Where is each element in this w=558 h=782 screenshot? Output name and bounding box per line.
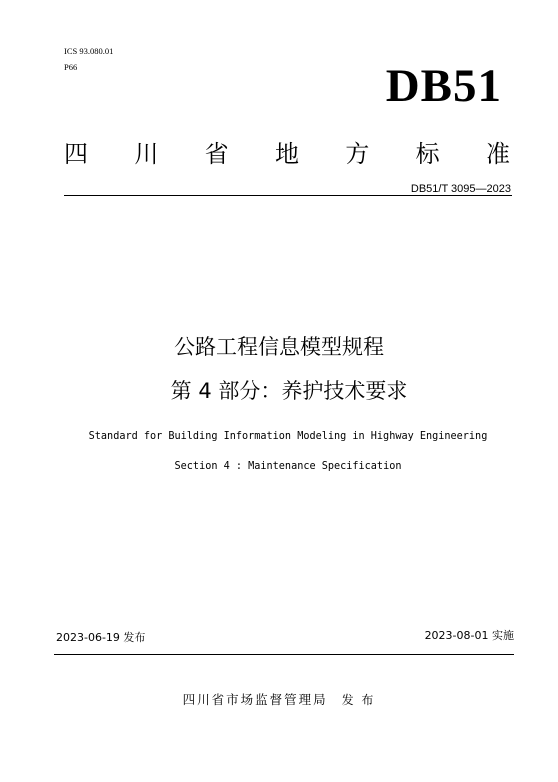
title-char: 省 <box>204 140 229 168</box>
title-char: 标 <box>415 140 440 168</box>
issuer-organization: 四川省市场监督管理局 <box>182 692 328 707</box>
title-char: 准 <box>485 140 510 168</box>
standard-number: DB51/T 3095—2023 <box>410 183 511 195</box>
title-char: 川 <box>134 140 159 168</box>
ccs-code: P66 <box>64 62 78 72</box>
issuer-line <box>0 690 558 710</box>
standard-category-title <box>64 138 510 170</box>
standard-code-logo: DB51 <box>385 60 502 112</box>
ics-code: ICS 93.080.01 <box>64 46 114 56</box>
publish-date: 2023-06-19 发布 <box>56 631 146 644</box>
implement-date: 2023-08-01 实施 <box>424 629 514 642</box>
title-char: 方 <box>345 140 370 168</box>
bottom-divider <box>54 654 514 655</box>
issuer-release: 发 布 <box>341 693 376 707</box>
title-chinese-main: 公路工程信息模型规程 <box>174 335 384 359</box>
title-english-part: Section 4 : Maintenance Specification <box>174 461 402 472</box>
title-chinese-part: 第 4 部分：养护技术要求 <box>170 379 408 403</box>
title-char: 地 <box>274 140 299 168</box>
title-char: 四 <box>64 140 88 168</box>
title-english-main: Standard for Building Information Modeling in Highway Engineering <box>88 431 488 442</box>
